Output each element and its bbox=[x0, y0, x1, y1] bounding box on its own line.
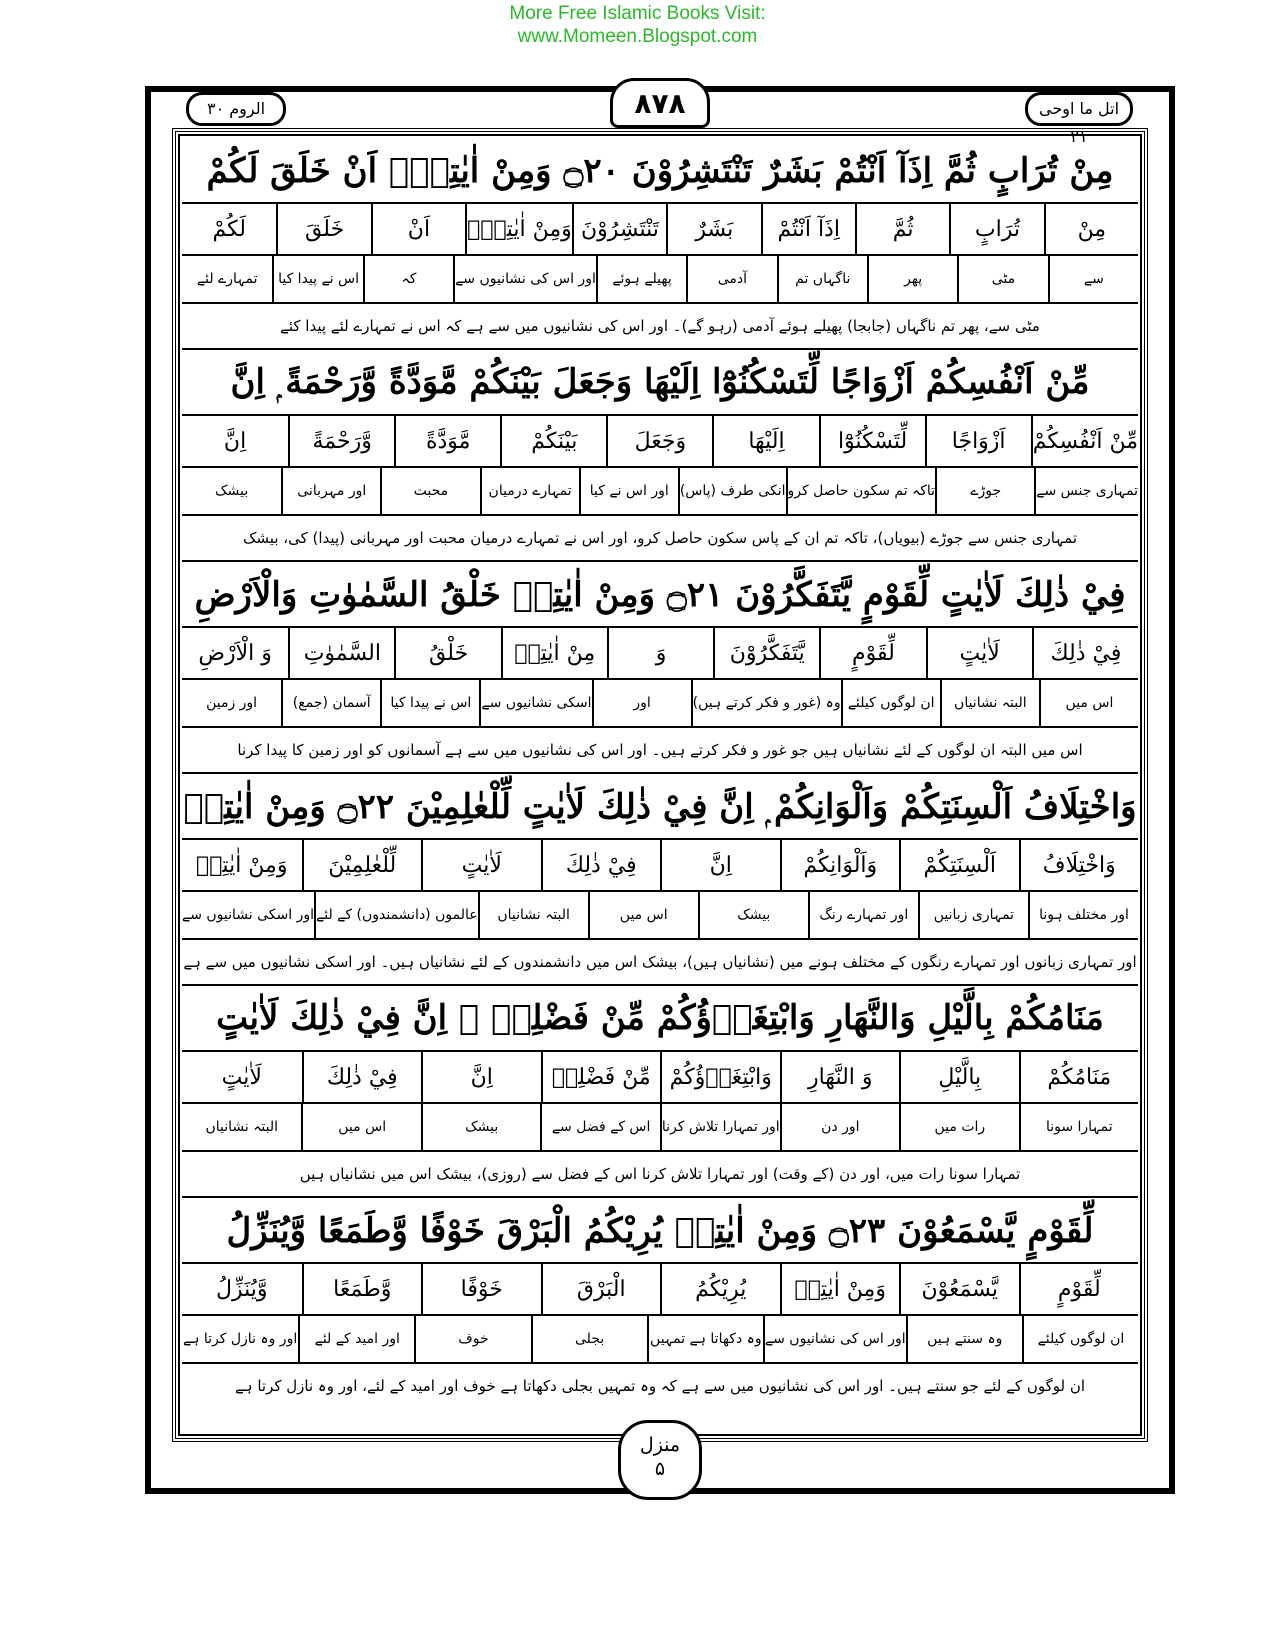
word-row-urdu bbox=[182, 468, 1138, 516]
word-urdu: اور وہ نازل کرتا ہے bbox=[182, 1331, 298, 1347]
word-urdu: اس نے پیدا کیا bbox=[380, 680, 479, 726]
word-urdu: اور امید کے لئے bbox=[298, 1316, 414, 1362]
word-urdu: اس کے فضل سے bbox=[540, 1104, 659, 1150]
urdu-translation: تمہارا سونا رات میں، اور دن (کے وقت) اور تمہارا تلاش کرنا اس کے فضل سے (روزی)، بیشک اس میں نشانیاں ہیں bbox=[182, 1152, 1138, 1198]
word-urdu: بیشک bbox=[421, 1104, 540, 1150]
word-arabic: تُرَابٍ bbox=[949, 204, 1043, 256]
arabic-verse: وَاخْتِلَافُ اَلْسِنَتِكُمْ وَاَلْوَانِكُمْ ۭ اِنَّ فِيْ ذٰلِكَ لَاٰيٰتٍ لِّلْعٰلِمِيْنَ ۝۲۲ وَمِنْ اٰيٰتِهٖ bbox=[182, 774, 1138, 840]
word-arabic: لَاٰيٰتٍ bbox=[926, 628, 1032, 680]
word-urdu: بیشک bbox=[215, 483, 249, 499]
watermark bbox=[0, 2, 1275, 48]
word-arabic: وَجَعَلَ bbox=[606, 416, 712, 468]
word-urdu: اور اسکی نشانیوں سے bbox=[182, 907, 315, 923]
word-urdu: اس نے پیدا کیا bbox=[272, 256, 362, 302]
word-arabic: خَوْفًا bbox=[421, 1264, 541, 1316]
word-urdu: اور اس کی نشانیوں سے bbox=[763, 1316, 906, 1362]
word-arabic: لِّقَوْمٍ bbox=[819, 628, 925, 680]
word-urdu: انکی طرف (پاس) bbox=[678, 468, 786, 514]
word-urdu: محبت bbox=[380, 468, 479, 514]
word-arabic: مِنْ اٰيٰتِهٖ bbox=[501, 628, 607, 680]
word-arabic: السَّمٰوٰتِ bbox=[288, 628, 394, 680]
word-arabic: فِيْ ذٰلِكَ bbox=[1032, 628, 1138, 680]
verse-block bbox=[182, 350, 1138, 562]
word-arabic: بَشَرٌ bbox=[666, 204, 760, 256]
word-row-urdu bbox=[182, 1316, 1138, 1364]
word-urdu: وہ سنتے ہیں bbox=[906, 1316, 1022, 1362]
word-urdu: اور تمہارا تلاش کرنا bbox=[660, 1104, 780, 1150]
word-arabic: اِذَآ اَنْتُمْ bbox=[761, 204, 855, 256]
urdu-translation: اور تمہاری زبانوں اور تمہارے رنگوں کے مختلف ہونے میں (نشانیاں ہیں)، بیشک اس میں دانشمندوں کے لئے نشانیاں ہیں۔ اور اسکی نشانیوں میں سے ہے bbox=[182, 940, 1138, 986]
word-arabic: اَلْسِنَتِكُمْ bbox=[899, 840, 1019, 892]
word-arabic: الْبَرْقَ bbox=[541, 1264, 661, 1316]
arabic-verse: لِّقَوْمٍ يَّسْمَعُوْنَ ۝۲۳ وَمِنْ اٰيٰتِهٖ يُرِيْكُمُ الْبَرْقَ خَوْفًا وَّطَمَعًا وَّيُنَزِّلُ bbox=[182, 1198, 1138, 1264]
word-arabic: بِالَّيْلِ bbox=[899, 1052, 1019, 1104]
word-arabic: بَيْنَكُمْ bbox=[500, 416, 606, 468]
word-arabic: يَّتَفَكَّرُوْنَ bbox=[713, 628, 819, 680]
verse-block bbox=[182, 138, 1138, 350]
word-arabic: يَّسْمَعُوْنَ bbox=[899, 1264, 1019, 1316]
word-arabic: اِلَيْهَا bbox=[712, 416, 818, 468]
word-arabic: ثُمَّ bbox=[855, 204, 949, 256]
word-arabic: وَ النَّهَارِ bbox=[780, 1052, 900, 1104]
word-urdu: اس میں bbox=[301, 1104, 420, 1150]
word-urdu: آسمان (جمع) bbox=[281, 680, 380, 726]
arabic-verse: مِّنْ اَنْفُسِكُمْ اَزْوَاجًا لِّتَسْكُنُوْٓا اِلَيْهَا وَجَعَلَ بَيْنَكُمْ مَّوَدَّةً وَّرَحْمَةً ۭ اِنَّ bbox=[182, 350, 1138, 416]
word-arabic: وَاخْتِلَافُ bbox=[1019, 840, 1139, 892]
manzil-badge bbox=[618, 1420, 702, 1500]
word-arabic: اِنَّ bbox=[421, 1052, 541, 1104]
word-urdu: جوڑے bbox=[935, 468, 1034, 514]
word-arabic: اَزْوَاجًا bbox=[925, 416, 1031, 468]
word-arabic: وَ bbox=[607, 628, 713, 680]
word-urdu: تاکہ تم سکون حاصل کرو bbox=[786, 468, 936, 514]
word-arabic: مَّوَدَّةً bbox=[394, 416, 500, 468]
word-urdu: ناگہاں تم bbox=[777, 256, 867, 302]
word-urdu: اور مہربانی bbox=[281, 468, 380, 514]
word-arabic: وَمِنْ اٰيٰتِهٖ bbox=[182, 840, 302, 892]
urdu-translation: مٹی سے، پھر تم ناگہاں (جابجا) پھیلے ہوئے آدمی (رہو گے)۔ اور اس کی نشانیوں میں سے ہے کہ اس نے تمہارے لئے پیدا کئے bbox=[182, 304, 1138, 350]
arabic-verse: مَنَامُكُمْ بِالَّيْلِ وَالنَّهَارِ وَابْتِغَاۗؤُكُمْ مِّنْ فَضْلِهٖ ۭ اِنَّ فِيْ ذٰلِكَ لَاٰيٰتٍ bbox=[182, 986, 1138, 1052]
word-arabic: اَنْ bbox=[371, 204, 465, 256]
word-arabic: وَمِنْ اٰيٰتِهٖٓ bbox=[465, 204, 572, 256]
word-arabic: وَّرَحْمَةً bbox=[288, 416, 394, 468]
manzil-number: ۵ bbox=[654, 1458, 666, 1480]
word-arabic: وَمِنْ اٰيٰتِهٖ bbox=[780, 1264, 900, 1316]
word-urdu: ان لوگوں کیلئے bbox=[841, 680, 940, 726]
word-urdu: تمہارا سونا bbox=[1019, 1104, 1138, 1150]
arabic-verse: مِنْ تُرَابٍ ثُمَّ اِذَآ اَنْتُمْ بَشَرٌ تَنْتَشِرُوْنَ ۝۲۰ وَمِنْ اٰيٰتِهٖٓ اَنْ خَلَقَ لَكُمْ bbox=[182, 138, 1138, 204]
word-arabic: وَّيُنَزِّلُ bbox=[182, 1264, 302, 1316]
word-row-arabic bbox=[182, 416, 1138, 468]
word-urdu: اور اس کی نشانیوں سے bbox=[453, 256, 596, 302]
word-urdu: اور bbox=[592, 680, 691, 726]
word-urdu: اور دن bbox=[780, 1104, 899, 1150]
verse-block bbox=[182, 774, 1138, 986]
word-arabic: تَنْتَشِرُوْنَ bbox=[572, 204, 666, 256]
word-urdu: پھر bbox=[867, 256, 957, 302]
word-arabic: وَ الْاَرْضِ bbox=[182, 628, 288, 680]
word-arabic: لَكُمْ bbox=[182, 204, 276, 256]
arabic-verse: فِيْ ذٰلِكَ لَاٰيٰتٍ لِّقَوْمٍ يَّتَفَكَّرُوْنَ ۝۲۱ وَمِنْ اٰيٰتِهٖ خَلْقُ السَّمٰوٰتِ وَالْاَرْضِ bbox=[182, 562, 1138, 628]
word-row-arabic bbox=[182, 628, 1138, 680]
word-urdu: البتہ نشانیاں bbox=[940, 680, 1039, 726]
word-arabic: لَاٰيٰتٍ bbox=[182, 1052, 302, 1104]
word-urdu: اس میں bbox=[588, 892, 698, 938]
word-arabic: وَابْتِغَاۗؤُكُمْ bbox=[660, 1052, 780, 1104]
verse-block bbox=[182, 562, 1138, 774]
word-urdu: اس میں bbox=[1039, 680, 1138, 726]
watermark-line-1: More Free Islamic Books Visit: bbox=[509, 3, 766, 24]
word-row-arabic bbox=[182, 1264, 1138, 1316]
word-urdu: تمہارے لئے bbox=[196, 271, 258, 287]
word-urdu: اور زمین bbox=[206, 695, 258, 711]
verse-block bbox=[182, 986, 1138, 1198]
word-row-urdu bbox=[182, 892, 1138, 940]
word-arabic: فِيْ ذٰلِكَ bbox=[302, 1052, 422, 1104]
word-urdu: مٹی bbox=[957, 256, 1047, 302]
word-urdu: البتہ نشانیاں bbox=[205, 1119, 279, 1135]
word-row-urdu bbox=[182, 680, 1138, 728]
word-arabic: مَنَامُكُمْ bbox=[1019, 1052, 1139, 1104]
word-urdu: سے bbox=[1048, 256, 1138, 302]
urdu-translation: ان لوگوں کے لئے جو سنتے ہیں۔ اور اس کی نشانیوں میں سے ہے کہ وہ تمہیں بجلی دکھاتا ہے خوف اور امید کے لئے، اور وہ نازل کرتا ہے bbox=[234, 1377, 1086, 1395]
word-arabic: خَلَقَ bbox=[276, 204, 370, 256]
word-urdu: بجلی bbox=[531, 1316, 647, 1362]
word-urdu: پھیلے ہوئے bbox=[596, 256, 686, 302]
word-arabic: مِّنْ فَضْلِهٖ bbox=[541, 1052, 661, 1104]
word-arabic: مِّنْ اَنْفُسِكُمْ bbox=[1031, 416, 1138, 468]
word-urdu: تمہاری جنس سے bbox=[1034, 468, 1138, 514]
word-row-urdu bbox=[182, 1104, 1138, 1152]
word-arabic: اِنَّ bbox=[182, 416, 288, 468]
manzil-label: منزل bbox=[639, 1434, 681, 1456]
word-arabic: فِيْ ذٰلِكَ bbox=[541, 840, 661, 892]
juz-label: اتل ما اوحی ۲۱ bbox=[1025, 92, 1133, 126]
word-urdu: تمہاری زبانیں bbox=[918, 892, 1028, 938]
watermark-line-2: www.Momeen.Blogspot.com bbox=[517, 26, 758, 47]
word-arabic: خَلْقُ bbox=[394, 628, 500, 680]
word-urdu: اور مختلف ہونا bbox=[1028, 892, 1138, 938]
word-urdu: تمہارے درمیان bbox=[480, 468, 579, 514]
word-arabic: وَّطَمَعًا bbox=[302, 1264, 422, 1316]
page-number: ۸۷۸ bbox=[610, 78, 710, 128]
word-urdu: اسکی نشانیوں سے bbox=[479, 680, 591, 726]
word-urdu: آدمی bbox=[686, 256, 776, 302]
word-urdu: کہ bbox=[363, 256, 453, 302]
page-content bbox=[182, 138, 1138, 1408]
word-urdu: اور تمہارے رنگ bbox=[808, 892, 918, 938]
word-urdu: وہ (غور و فکر کرتے ہیں) bbox=[691, 680, 841, 726]
word-arabic: لِّقَوْمٍ bbox=[1019, 1264, 1139, 1316]
word-urdu: وہ دکھاتا ہے تمہیں bbox=[647, 1316, 763, 1362]
word-row-arabic bbox=[182, 840, 1138, 892]
word-urdu: البتہ نشانیاں bbox=[478, 892, 588, 938]
word-arabic: اِنَّ bbox=[660, 840, 780, 892]
word-row-arabic bbox=[182, 204, 1138, 256]
verse-block bbox=[182, 1198, 1138, 1408]
word-urdu: عالموں (دانشمندوں) کے لئے bbox=[314, 892, 478, 938]
word-urdu: رات میں bbox=[899, 1104, 1018, 1150]
word-urdu: بیشک bbox=[698, 892, 808, 938]
word-urdu: خوف bbox=[414, 1316, 530, 1362]
word-arabic: يُرِيْكُمُ bbox=[660, 1264, 780, 1316]
urdu-translation: تمہاری جنس سے جوڑے (بیویاں)، تاکہ تم ان کے پاس سکون حاصل کرو، اور اس نے تمہارے درمیان محبت اور مہربانی (پیدا) کی، بیشک bbox=[182, 516, 1138, 562]
word-arabic: لَاٰيٰتٍ bbox=[421, 840, 541, 892]
word-arabic: لِّلْعٰلِمِيْنَ bbox=[302, 840, 422, 892]
word-arabic: مِنْ bbox=[1044, 204, 1138, 256]
word-row-arabic bbox=[182, 1052, 1138, 1104]
word-urdu: ان لوگوں کیلئے bbox=[1022, 1316, 1138, 1362]
word-arabic: وَاَلْوَانِكُمْ bbox=[780, 840, 900, 892]
word-row-urdu bbox=[182, 256, 1138, 304]
urdu-translation: اس میں البتہ ان لوگوں کے لئے نشانیاں ہیں جو غور و فکر کرتے ہیں۔ اور اس کی نشانیوں میں سے ہے آسمانوں کو اور زمین کا پیدا کرنا bbox=[182, 728, 1138, 774]
word-arabic: لِّتَسْكُنُوْٓا bbox=[819, 416, 925, 468]
word-urdu: اور اس نے کیا bbox=[579, 468, 678, 514]
surah-label: الروم ۳۰ bbox=[186, 92, 286, 126]
